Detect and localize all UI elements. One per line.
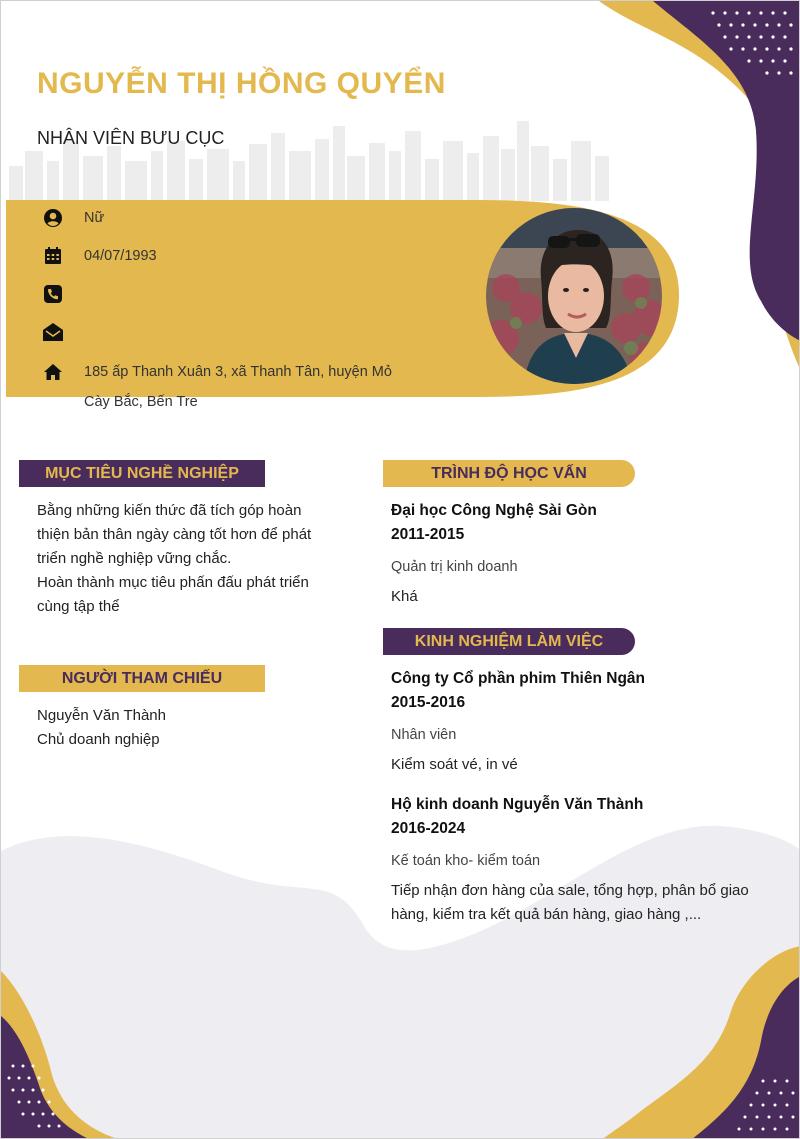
job-years: 2016-2024 bbox=[391, 820, 466, 837]
job-description: Kiểm soát vé, in vé bbox=[391, 756, 518, 773]
objective-heading: MỤC TIÊU NGHỀ NGHIỆP bbox=[19, 460, 265, 487]
job-description bbox=[391, 879, 749, 927]
gender-value: Nữ bbox=[84, 210, 105, 226]
reference-heading: NGƯỜI THAM CHIẾU bbox=[19, 665, 265, 692]
candidate-name: NGUYỄN THỊ HỒNG QUYỂN bbox=[37, 67, 446, 100]
dob-value: 04/07/1993 bbox=[84, 248, 157, 264]
address-line-1: 185 ấp Thanh Xuân 3, xã Thanh Tân, huyện Mỏ bbox=[84, 364, 392, 380]
user-circle-icon bbox=[41, 207, 65, 229]
job-title: NHÂN VIÊN BƯU CỤC bbox=[37, 128, 225, 148]
education-entry bbox=[391, 499, 597, 609]
job-company: Hộ kinh doanh Nguyễn Văn Thành bbox=[391, 796, 644, 813]
objective-line: thiện bản thân ngày càng tốt hơn để phát bbox=[37, 526, 312, 543]
calendar-icon bbox=[41, 245, 65, 267]
objective-line: triển nghề nghiệp vững chắc. bbox=[37, 550, 232, 567]
education-heading: TRÌNH ĐỘ HỌC VẤN bbox=[383, 460, 635, 487]
address-line-2: Cày Bắc, Bến Tre bbox=[84, 394, 198, 410]
objective-line: Hoàn thành mục tiêu phấn đấu phát triển bbox=[37, 574, 309, 591]
job-role: Nhân viên bbox=[391, 727, 457, 743]
address-value bbox=[84, 357, 404, 417]
profile-photo bbox=[486, 208, 662, 384]
reference-text bbox=[37, 704, 166, 752]
objective-text bbox=[37, 499, 311, 619]
objective-line: Bằng những kiến thức đã tích góp hoàn bbox=[37, 502, 302, 519]
phone-row bbox=[41, 283, 84, 305]
job-years: 2015-2016 bbox=[391, 694, 466, 711]
experience-entry bbox=[391, 793, 749, 927]
envelope-icon bbox=[41, 321, 65, 343]
address-row bbox=[41, 361, 404, 417]
gender-row bbox=[41, 207, 104, 233]
job-description-line: Tiếp nhận đơn hàng của sale, tổng hợp, phân bổ giao bbox=[391, 882, 749, 899]
objective-line: cùng tập thể bbox=[37, 598, 120, 615]
email-row bbox=[41, 321, 84, 343]
education-major: Quản trị kinh doanh bbox=[391, 559, 518, 575]
reference-title: Chủ doanh nghiệp bbox=[37, 731, 160, 748]
reference-name: Nguyễn Văn Thành bbox=[37, 707, 166, 724]
education-grade: Khá bbox=[391, 588, 418, 605]
job-company: Công ty Cổ phần phim Thiên Ngân bbox=[391, 670, 646, 687]
experience-heading: KINH NGHIỆM LÀM VIỆC bbox=[383, 628, 635, 655]
experience-entry bbox=[391, 667, 645, 777]
phone-icon bbox=[41, 283, 65, 305]
education-years: 2011-2015 bbox=[391, 526, 465, 543]
home-icon bbox=[41, 361, 65, 383]
job-role: Kế toán kho- kiểm toán bbox=[391, 853, 541, 869]
job-description-line: hàng, kiểm tra kết quả bán hàng, giao hàng ,... bbox=[391, 906, 702, 923]
dob-row bbox=[41, 245, 157, 271]
education-school: Đại học Công Nghệ Sài Gòn bbox=[391, 502, 597, 519]
